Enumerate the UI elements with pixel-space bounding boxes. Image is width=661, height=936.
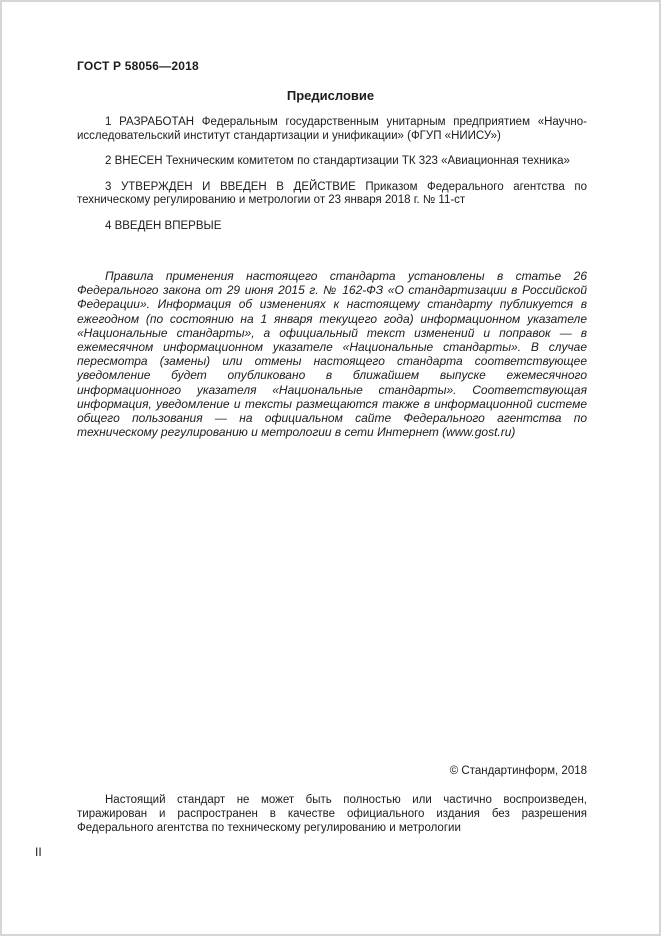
foreword-item-2: 2 ВНЕСЕН Техническим комитетом по стандартизации ТК 323 «Авиационная техника» xyxy=(105,155,570,167)
document-code: ГОСТ Р 58056—2018 xyxy=(77,59,199,73)
distribution-restriction-note: Настоящий стандарт не может быть полностью или частично воспроизведен, тиражирован и распространен в качестве официального издания без разрешения Федерального агентства по техническому регулированию и метрологии xyxy=(77,794,587,834)
section-title: Предисловие xyxy=(286,88,375,103)
footer-section xyxy=(77,765,587,835)
page-number: II xyxy=(35,845,42,859)
foreword-section xyxy=(77,116,587,439)
legal-application-note: Правила применения настоящего стандарта установлены в статье 26 Федерального закона от 29 июня 2015 г. № 162-ФЗ «О стандартизации в Российской Федерации». Информация об изменениях к настоящему стандарту публикуется в ежегодном (по состоянию на 1 января текущего года) информационном указателе «Национальные стандарты», а официальный текст изменений и поправок — в ежемесячном информационном указателе «Национальные стандарты». В случае пересмотра (замены) или отмены настоящего стандарта соответствующее уведомление будет опубликовано в ближайшем выпуске ежемесячного информационного указателя «Национальные стандарты». Соответствующая информация, уведомление и тексты размещаются также в информационной системе общего пользования — на официальном сайте Федерального агентства по техническому регулированию и метрологии в сети Интернет (www.gost.ru) xyxy=(77,269,587,440)
copyright-notice: © Стандартинформ, 2018 xyxy=(449,765,587,777)
foreword-item-1: 1 РАЗРАБОТАН Федеральным государственным унитарным предприятием «Научно-исследовательский институт стандартизации и унификации» (ФГУП «НИИСУ») xyxy=(77,116,587,142)
foreword-item-3: 3 УТВЕРЖДЕН И ВВЕДЕН В ДЕЙСТВИЕ Приказом Федерального агентства по техническому регулированию и метрологии от 23 января 2018 г. № 11-ст xyxy=(77,180,587,206)
foreword-item-4: 4 ВВЕДЕН ВПЕРВЫЕ xyxy=(105,219,222,232)
